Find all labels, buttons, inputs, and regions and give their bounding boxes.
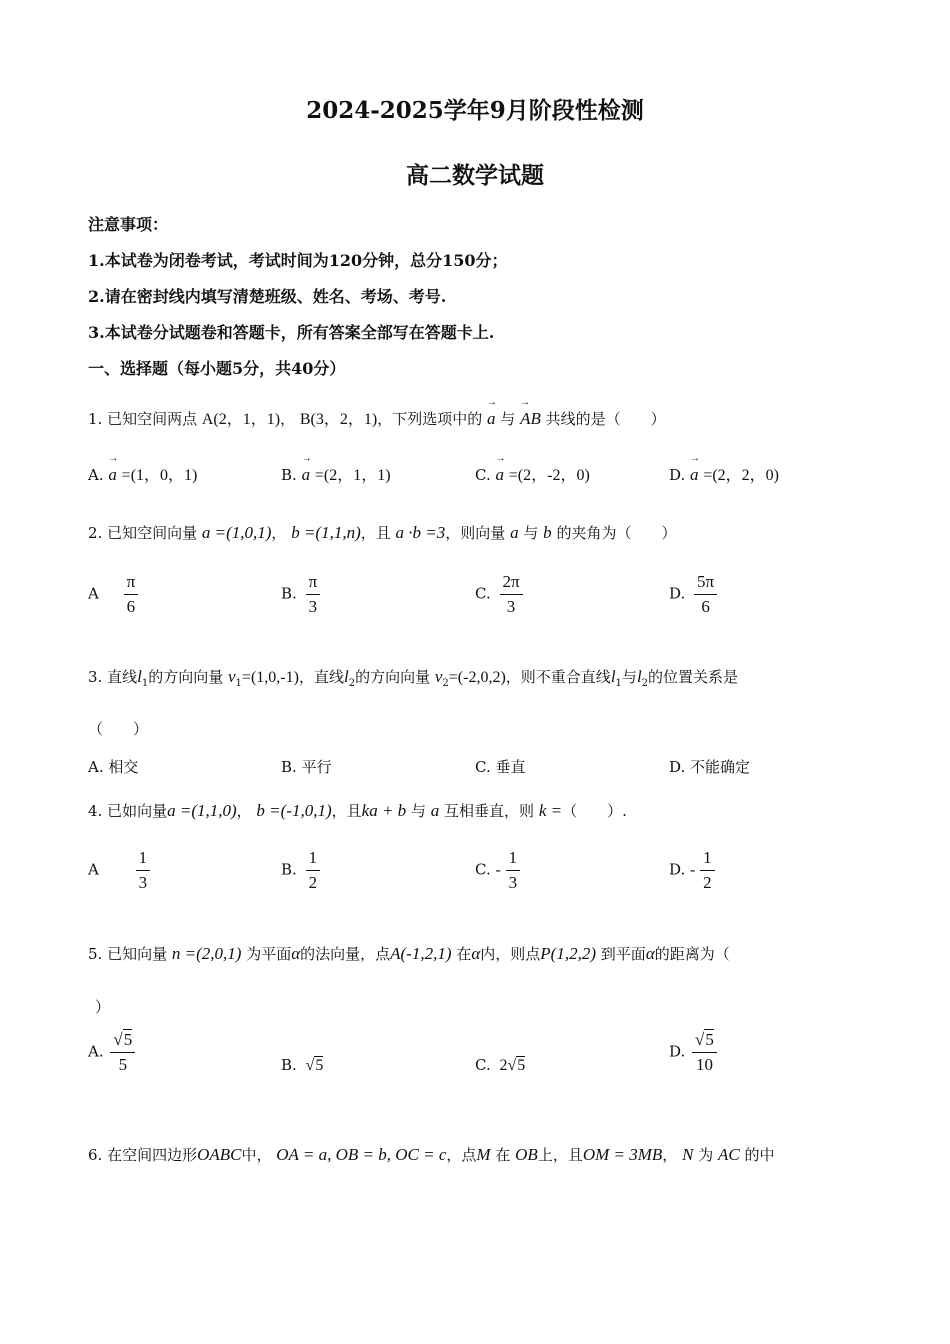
- q1-option-d[interactable]: D. → a =(2，2，0): [669, 462, 779, 485]
- exam-title: 2024-2025学年9月阶段性检测: [306, 97, 644, 124]
- q2-option-b[interactable]: B. $\frac{\pi}{3}$: [281, 572, 320, 617]
- question-6: 6. 在空间四边形OABC中， OA = a, OB = b, OC = c，点M 在 OB上，且OM = 3MB， N 为 AC 的中: [88, 1145, 775, 1164]
- notes-heading: 注意事项：: [88, 215, 169, 234]
- question-2: 2. 已知空间向量 a =(1,0,1)， b =(1,1,n)，且 a ·b =3，则向量 a 与 b 的夹角为（ ）: [88, 523, 677, 542]
- fraction: $\frac{√5}{10}$: [692, 1030, 717, 1075]
- q3-option-a[interactable]: A. 相交: [88, 758, 139, 776]
- q5-option-a[interactable]: A. $\frac{√5}{5}$: [88, 1030, 135, 1075]
- fraction: $\frac{√5}{5}$: [110, 1030, 135, 1075]
- note-item-1: 1.本试卷为闭卷考试，考试时间为120分钟，总分150分；: [88, 251, 508, 270]
- q1-option-c[interactable]: C. → a =(2，-2，0): [475, 462, 590, 485]
- fraction: $\frac{1}{2}$: [306, 848, 321, 893]
- q5-close: ）: [95, 998, 111, 1016]
- q4-option-c[interactable]: C. - $\frac{1}{3}$: [475, 848, 520, 893]
- note-item-2: 2.请在密封线内填写清楚班级、姓名、考场、考号.: [88, 287, 447, 306]
- q2-option-d[interactable]: D. $\frac{5\pi}{6}$: [669, 572, 717, 617]
- q3-option-c[interactable]: C. 垂直: [475, 758, 526, 776]
- section-heading: 一、选择题（每小题5分，共40分）: [88, 359, 346, 378]
- q1-option-b[interactable]: B. → a =(2，1，1): [281, 462, 391, 485]
- q4-option-b[interactable]: B. $\frac{1}{2}$: [281, 848, 320, 893]
- q4-option-a[interactable]: A $\frac{1}{3}$: [88, 848, 150, 893]
- q1-option-a[interactable]: A. → a =(1，0，1): [88, 462, 197, 485]
- fraction: $\frac{\pi}{6}$: [124, 572, 139, 617]
- q5-option-d[interactable]: D. $\frac{√5}{10}$: [669, 1030, 717, 1075]
- fraction: $\frac{1}{3}$: [506, 848, 521, 893]
- q3-paren: （ ）: [88, 720, 149, 738]
- question-4: 4. 已如向量a =(1,1,0)， b =(-1,0,1)，且ka + b 与 a 互相垂直，则 k =（ ）.: [88, 801, 627, 820]
- note-item-3: 3.本试卷分试题卷和答题卡，所有答案全部写在答题卡上.: [88, 323, 495, 342]
- fraction: $\frac{1}{2}$: [700, 848, 715, 893]
- q4-option-d[interactable]: D. - $\frac{1}{2}$: [669, 848, 715, 893]
- q5-option-c[interactable]: C. 2√5: [475, 1056, 526, 1074]
- question-5: 5. 已知向量 n =(2,0,1) 为平面α的法向量，点A(-1,2,1) 在α内，则点P(1,2,2) 到平面α的距离为（: [88, 944, 730, 963]
- q3-option-b[interactable]: B. 平行: [281, 758, 332, 776]
- q2-option-a[interactable]: A $\frac{\pi}{6}$: [88, 572, 138, 617]
- exam-subtitle: 高二数学试题: [406, 162, 544, 189]
- q2-option-c[interactable]: C. $\frac{2\pi}{3}$: [475, 572, 523, 617]
- question-1: 1. 已知空间两点 A(2，1，1)， B(3，2，1)，下列选项中的 → a 与 → AB 共线的是（ ）: [88, 406, 666, 429]
- q5-option-b[interactable]: B. √5: [281, 1056, 324, 1074]
- question-3: 3. 直线$l_1$的方向向量 $v_1=(1,0,-1)$，直线$l_2$的方向向量 $v_2=(-2,0,2)$，则不重合直线$l_1$与$l_2$的位置关系是: [88, 667, 739, 689]
- fraction: $\frac{2\pi}{3}$: [500, 572, 523, 617]
- fraction: $\frac{5\pi}{6}$: [694, 572, 717, 617]
- fraction: $\frac{1}{3}$: [136, 848, 151, 893]
- fraction: $\frac{\pi}{3}$: [306, 572, 321, 617]
- q3-option-d[interactable]: D. 不能确定: [669, 758, 751, 776]
